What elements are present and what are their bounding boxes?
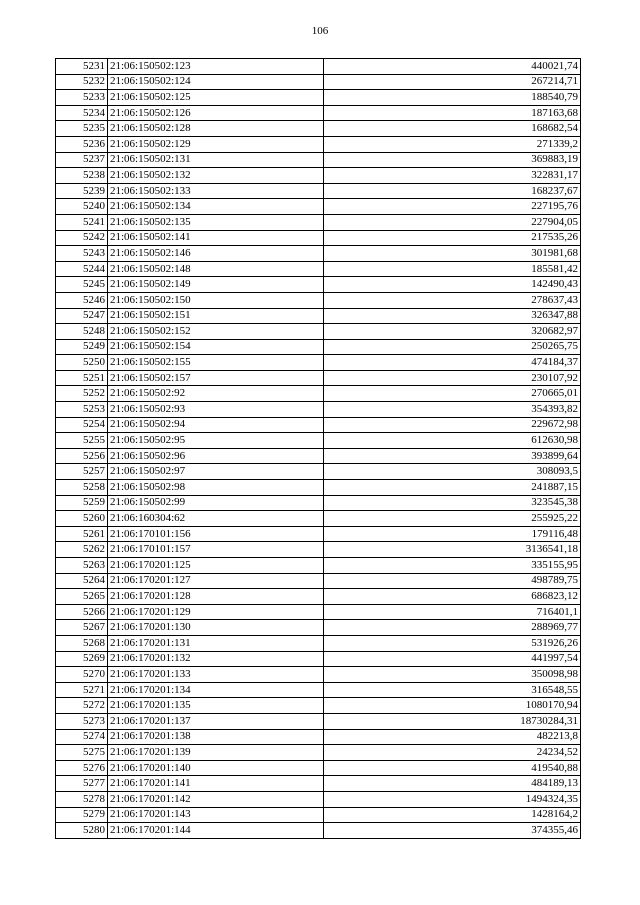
value-cell: 18730284,31 — [324, 713, 581, 729]
value-cell: 316548,55 — [324, 682, 581, 698]
value-cell: 350098,98 — [324, 667, 581, 683]
cadastral-number-cell: 21:06:170201:130 — [108, 620, 324, 636]
cadastral-number-cell: 21:06:150502:157 — [108, 370, 324, 386]
cadastral-number-cell: 21:06:150502:98 — [108, 480, 324, 496]
value-cell: 716401,1 — [324, 604, 581, 620]
cadastral-number-cell: 21:06:150502:151 — [108, 308, 324, 324]
row-number-cell: 5232 — [56, 74, 108, 90]
cadastral-number-cell: 21:06:150502:93 — [108, 402, 324, 418]
value-cell: 354393,82 — [324, 402, 581, 418]
page-number: 106 — [311, 25, 329, 37]
table-row — [56, 542, 581, 558]
table-row — [56, 823, 581, 839]
cadastral-number-cell: 21:06:150502:134 — [108, 199, 324, 215]
cadastral-number-cell: 21:06:170201:125 — [108, 558, 324, 574]
cadastral-number-cell: 21:06:150502:96 — [108, 448, 324, 464]
table-row — [56, 136, 581, 152]
value-cell: 374355,46 — [324, 823, 581, 839]
value-cell: 393899,64 — [324, 448, 581, 464]
row-number-cell: 5265 — [56, 589, 108, 605]
table-row — [56, 183, 581, 199]
table-row — [56, 246, 581, 262]
value-cell: 1428164,2 — [324, 807, 581, 823]
row-number-cell: 5240 — [56, 199, 108, 215]
value-cell: 1080170,94 — [324, 698, 581, 714]
row-number-cell: 5276 — [56, 760, 108, 776]
cadastral-number-cell: 21:06:170201:142 — [108, 791, 324, 807]
cadastral-number-cell: 21:06:150502:152 — [108, 324, 324, 340]
table-row — [56, 807, 581, 823]
table-row — [56, 261, 581, 277]
cadastral-number-cell: 21:06:150502:149 — [108, 277, 324, 293]
value-cell: 323545,38 — [324, 495, 581, 511]
row-number-cell: 5268 — [56, 635, 108, 651]
value-cell: 255925,22 — [324, 511, 581, 527]
row-number-cell: 5277 — [56, 776, 108, 792]
table-row — [56, 168, 581, 184]
cadastral-number-cell: 21:06:160304:62 — [108, 511, 324, 527]
cadastral-number-cell: 21:06:150502:150 — [108, 292, 324, 308]
cadastral-number-cell: 21:06:170201:134 — [108, 682, 324, 698]
table-row — [56, 667, 581, 683]
value-cell: 498789,75 — [324, 573, 581, 589]
table-row — [56, 635, 581, 651]
table-row — [56, 292, 581, 308]
cadastral-number-cell: 21:06:150502:132 — [108, 168, 324, 184]
table-row — [56, 308, 581, 324]
table-row — [56, 74, 581, 90]
registry-table — [55, 58, 581, 839]
cadastral-number-cell: 21:06:150502:131 — [108, 152, 324, 168]
cadastral-number-cell: 21:06:170201:138 — [108, 729, 324, 745]
row-number-cell: 5245 — [56, 277, 108, 293]
row-number-cell: 5254 — [56, 417, 108, 433]
table-row — [56, 324, 581, 340]
table-row — [56, 698, 581, 714]
value-cell: 250265,75 — [324, 339, 581, 355]
row-number-cell: 5235 — [56, 121, 108, 137]
row-number-cell: 5242 — [56, 230, 108, 246]
value-cell: 322831,17 — [324, 168, 581, 184]
row-number-cell: 5260 — [56, 511, 108, 527]
value-cell: 288969,77 — [324, 620, 581, 636]
value-cell: 3136541,18 — [324, 542, 581, 558]
row-number-cell: 5237 — [56, 152, 108, 168]
cadastral-number-cell: 21:06:170101:157 — [108, 542, 324, 558]
table-row — [56, 402, 581, 418]
cadastral-number-cell: 21:06:150502:135 — [108, 214, 324, 230]
value-cell: 271339,2 — [324, 136, 581, 152]
value-cell: 278637,43 — [324, 292, 581, 308]
row-number-cell: 5278 — [56, 791, 108, 807]
value-cell: 441997,54 — [324, 651, 581, 667]
table-row — [56, 620, 581, 636]
table-row — [56, 604, 581, 620]
row-number-cell: 5259 — [56, 495, 108, 511]
row-number-cell: 5246 — [56, 292, 108, 308]
cadastral-number-cell: 21:06:170201:137 — [108, 713, 324, 729]
value-cell: 474184,37 — [324, 355, 581, 371]
table-row — [56, 776, 581, 792]
row-number-cell: 5249 — [56, 339, 108, 355]
table-row — [56, 729, 581, 745]
row-number-cell: 5255 — [56, 433, 108, 449]
table-row — [56, 90, 581, 106]
table-row — [56, 433, 581, 449]
table-row — [56, 339, 581, 355]
cadastral-number-cell: 21:06:170201:132 — [108, 651, 324, 667]
value-cell: 267214,71 — [324, 74, 581, 90]
row-number-cell: 5241 — [56, 214, 108, 230]
table-row — [56, 230, 581, 246]
row-number-cell: 5243 — [56, 246, 108, 262]
row-number-cell: 5263 — [56, 558, 108, 574]
table-row — [56, 745, 581, 761]
value-cell: 229672,98 — [324, 417, 581, 433]
table-row — [56, 760, 581, 776]
row-number-cell: 5257 — [56, 464, 108, 480]
value-cell: 168237,67 — [324, 183, 581, 199]
table-row — [56, 214, 581, 230]
row-number-cell: 5258 — [56, 480, 108, 496]
cadastral-number-cell: 21:06:170201:141 — [108, 776, 324, 792]
value-cell: 179116,48 — [324, 526, 581, 542]
row-number-cell: 5238 — [56, 168, 108, 184]
table-row — [56, 558, 581, 574]
row-number-cell: 5236 — [56, 136, 108, 152]
value-cell: 301981,68 — [324, 246, 581, 262]
cadastral-number-cell: 21:06:150502:141 — [108, 230, 324, 246]
value-cell: 335155,95 — [324, 558, 581, 574]
cadastral-number-cell: 21:06:150502:95 — [108, 433, 324, 449]
cadastral-number-cell: 21:06:170201:128 — [108, 589, 324, 605]
row-number-cell: 5231 — [56, 59, 108, 75]
cadastral-number-cell: 21:06:150502:155 — [108, 355, 324, 371]
row-number-cell: 5234 — [56, 105, 108, 121]
cadastral-number-cell: 21:06:170201:129 — [108, 604, 324, 620]
value-cell: 612630,98 — [324, 433, 581, 449]
row-number-cell: 5273 — [56, 713, 108, 729]
table-row — [56, 59, 581, 75]
table-row — [56, 105, 581, 121]
cadastral-number-cell: 21:06:170201:143 — [108, 807, 324, 823]
value-cell: 185581,42 — [324, 261, 581, 277]
table-row — [56, 791, 581, 807]
cadastral-number-cell: 21:06:150502:92 — [108, 386, 324, 402]
row-number-cell: 5280 — [56, 823, 108, 839]
value-cell: 326347,88 — [324, 308, 581, 324]
table-row — [56, 370, 581, 386]
table-row — [56, 417, 581, 433]
value-cell: 440021,74 — [324, 59, 581, 75]
table-row — [56, 386, 581, 402]
table-row — [56, 682, 581, 698]
row-number-cell: 5275 — [56, 745, 108, 761]
table-row — [56, 713, 581, 729]
table-row — [56, 152, 581, 168]
value-cell: 142490,43 — [324, 277, 581, 293]
cadastral-number-cell: 21:06:150502:126 — [108, 105, 324, 121]
value-cell: 187163,68 — [324, 105, 581, 121]
cadastral-number-cell: 21:06:150502:123 — [108, 59, 324, 75]
cadastral-number-cell: 21:06:170201:133 — [108, 667, 324, 683]
cadastral-number-cell: 21:06:170201:127 — [108, 573, 324, 589]
table-row — [56, 589, 581, 605]
value-cell: 270665,01 — [324, 386, 581, 402]
value-cell: 308093,5 — [324, 464, 581, 480]
cadastral-number-cell: 21:06:150502:133 — [108, 183, 324, 199]
table-row — [56, 480, 581, 496]
cadastral-number-cell: 21:06:150502:125 — [108, 90, 324, 106]
row-number-cell: 5270 — [56, 667, 108, 683]
row-number-cell: 5262 — [56, 542, 108, 558]
row-number-cell: 5247 — [56, 308, 108, 324]
row-number-cell: 5279 — [56, 807, 108, 823]
row-number-cell: 5250 — [56, 355, 108, 371]
value-cell: 230107,92 — [324, 370, 581, 386]
row-number-cell: 5274 — [56, 729, 108, 745]
cadastral-number-cell: 21:06:150502:97 — [108, 464, 324, 480]
row-number-cell: 5256 — [56, 448, 108, 464]
row-number-cell: 5248 — [56, 324, 108, 340]
value-cell: 1494324,35 — [324, 791, 581, 807]
row-number-cell: 5267 — [56, 620, 108, 636]
value-cell: 320682,97 — [324, 324, 581, 340]
cadastral-number-cell: 21:06:150502:148 — [108, 261, 324, 277]
cadastral-number-cell: 21:06:170101:156 — [108, 526, 324, 542]
row-number-cell: 5253 — [56, 402, 108, 418]
value-cell: 419540,88 — [324, 760, 581, 776]
row-number-cell: 5239 — [56, 183, 108, 199]
table-row — [56, 573, 581, 589]
cadastral-number-cell: 21:06:170201:131 — [108, 635, 324, 651]
row-number-cell: 5244 — [56, 261, 108, 277]
table-row — [56, 121, 581, 137]
cadastral-number-cell: 21:06:150502:124 — [108, 74, 324, 90]
value-cell: 24234,52 — [324, 745, 581, 761]
cadastral-number-cell: 21:06:150502:128 — [108, 121, 324, 137]
cadastral-number-cell: 21:06:150502:94 — [108, 417, 324, 433]
cadastral-number-cell: 21:06:170201:135 — [108, 698, 324, 714]
value-cell: 168682,54 — [324, 121, 581, 137]
cadastral-number-cell: 21:06:170201:139 — [108, 745, 324, 761]
value-cell: 188540,79 — [324, 90, 581, 106]
table-row — [56, 651, 581, 667]
row-number-cell: 5261 — [56, 526, 108, 542]
row-number-cell: 5252 — [56, 386, 108, 402]
table-row — [56, 511, 581, 527]
value-cell: 217535,26 — [324, 230, 581, 246]
value-cell: 531926,26 — [324, 635, 581, 651]
table-row — [56, 464, 581, 480]
value-cell: 227195,76 — [324, 199, 581, 215]
cadastral-number-cell: 21:06:150502:146 — [108, 246, 324, 262]
value-cell: 369883,19 — [324, 152, 581, 168]
value-cell: 241887,15 — [324, 480, 581, 496]
value-cell: 484189,13 — [324, 776, 581, 792]
table-row — [56, 355, 581, 371]
cadastral-number-cell: 21:06:170201:144 — [108, 823, 324, 839]
row-number-cell: 5266 — [56, 604, 108, 620]
cadastral-number-cell: 21:06:150502:99 — [108, 495, 324, 511]
row-number-cell: 5272 — [56, 698, 108, 714]
cadastral-number-cell: 21:06:170201:140 — [108, 760, 324, 776]
row-number-cell: 5264 — [56, 573, 108, 589]
row-number-cell: 5271 — [56, 682, 108, 698]
table-row — [56, 199, 581, 215]
row-number-cell: 5251 — [56, 370, 108, 386]
row-number-cell: 5269 — [56, 651, 108, 667]
table-row — [56, 526, 581, 542]
cadastral-number-cell: 21:06:150502:154 — [108, 339, 324, 355]
table-row — [56, 277, 581, 293]
cadastral-number-cell: 21:06:150502:129 — [108, 136, 324, 152]
value-cell: 686823,12 — [324, 589, 581, 605]
registry-table-body — [56, 59, 581, 839]
row-number-cell: 5233 — [56, 90, 108, 106]
value-cell: 482213,8 — [324, 729, 581, 745]
table-row — [56, 448, 581, 464]
table-row — [56, 495, 581, 511]
value-cell: 227904,05 — [324, 214, 581, 230]
